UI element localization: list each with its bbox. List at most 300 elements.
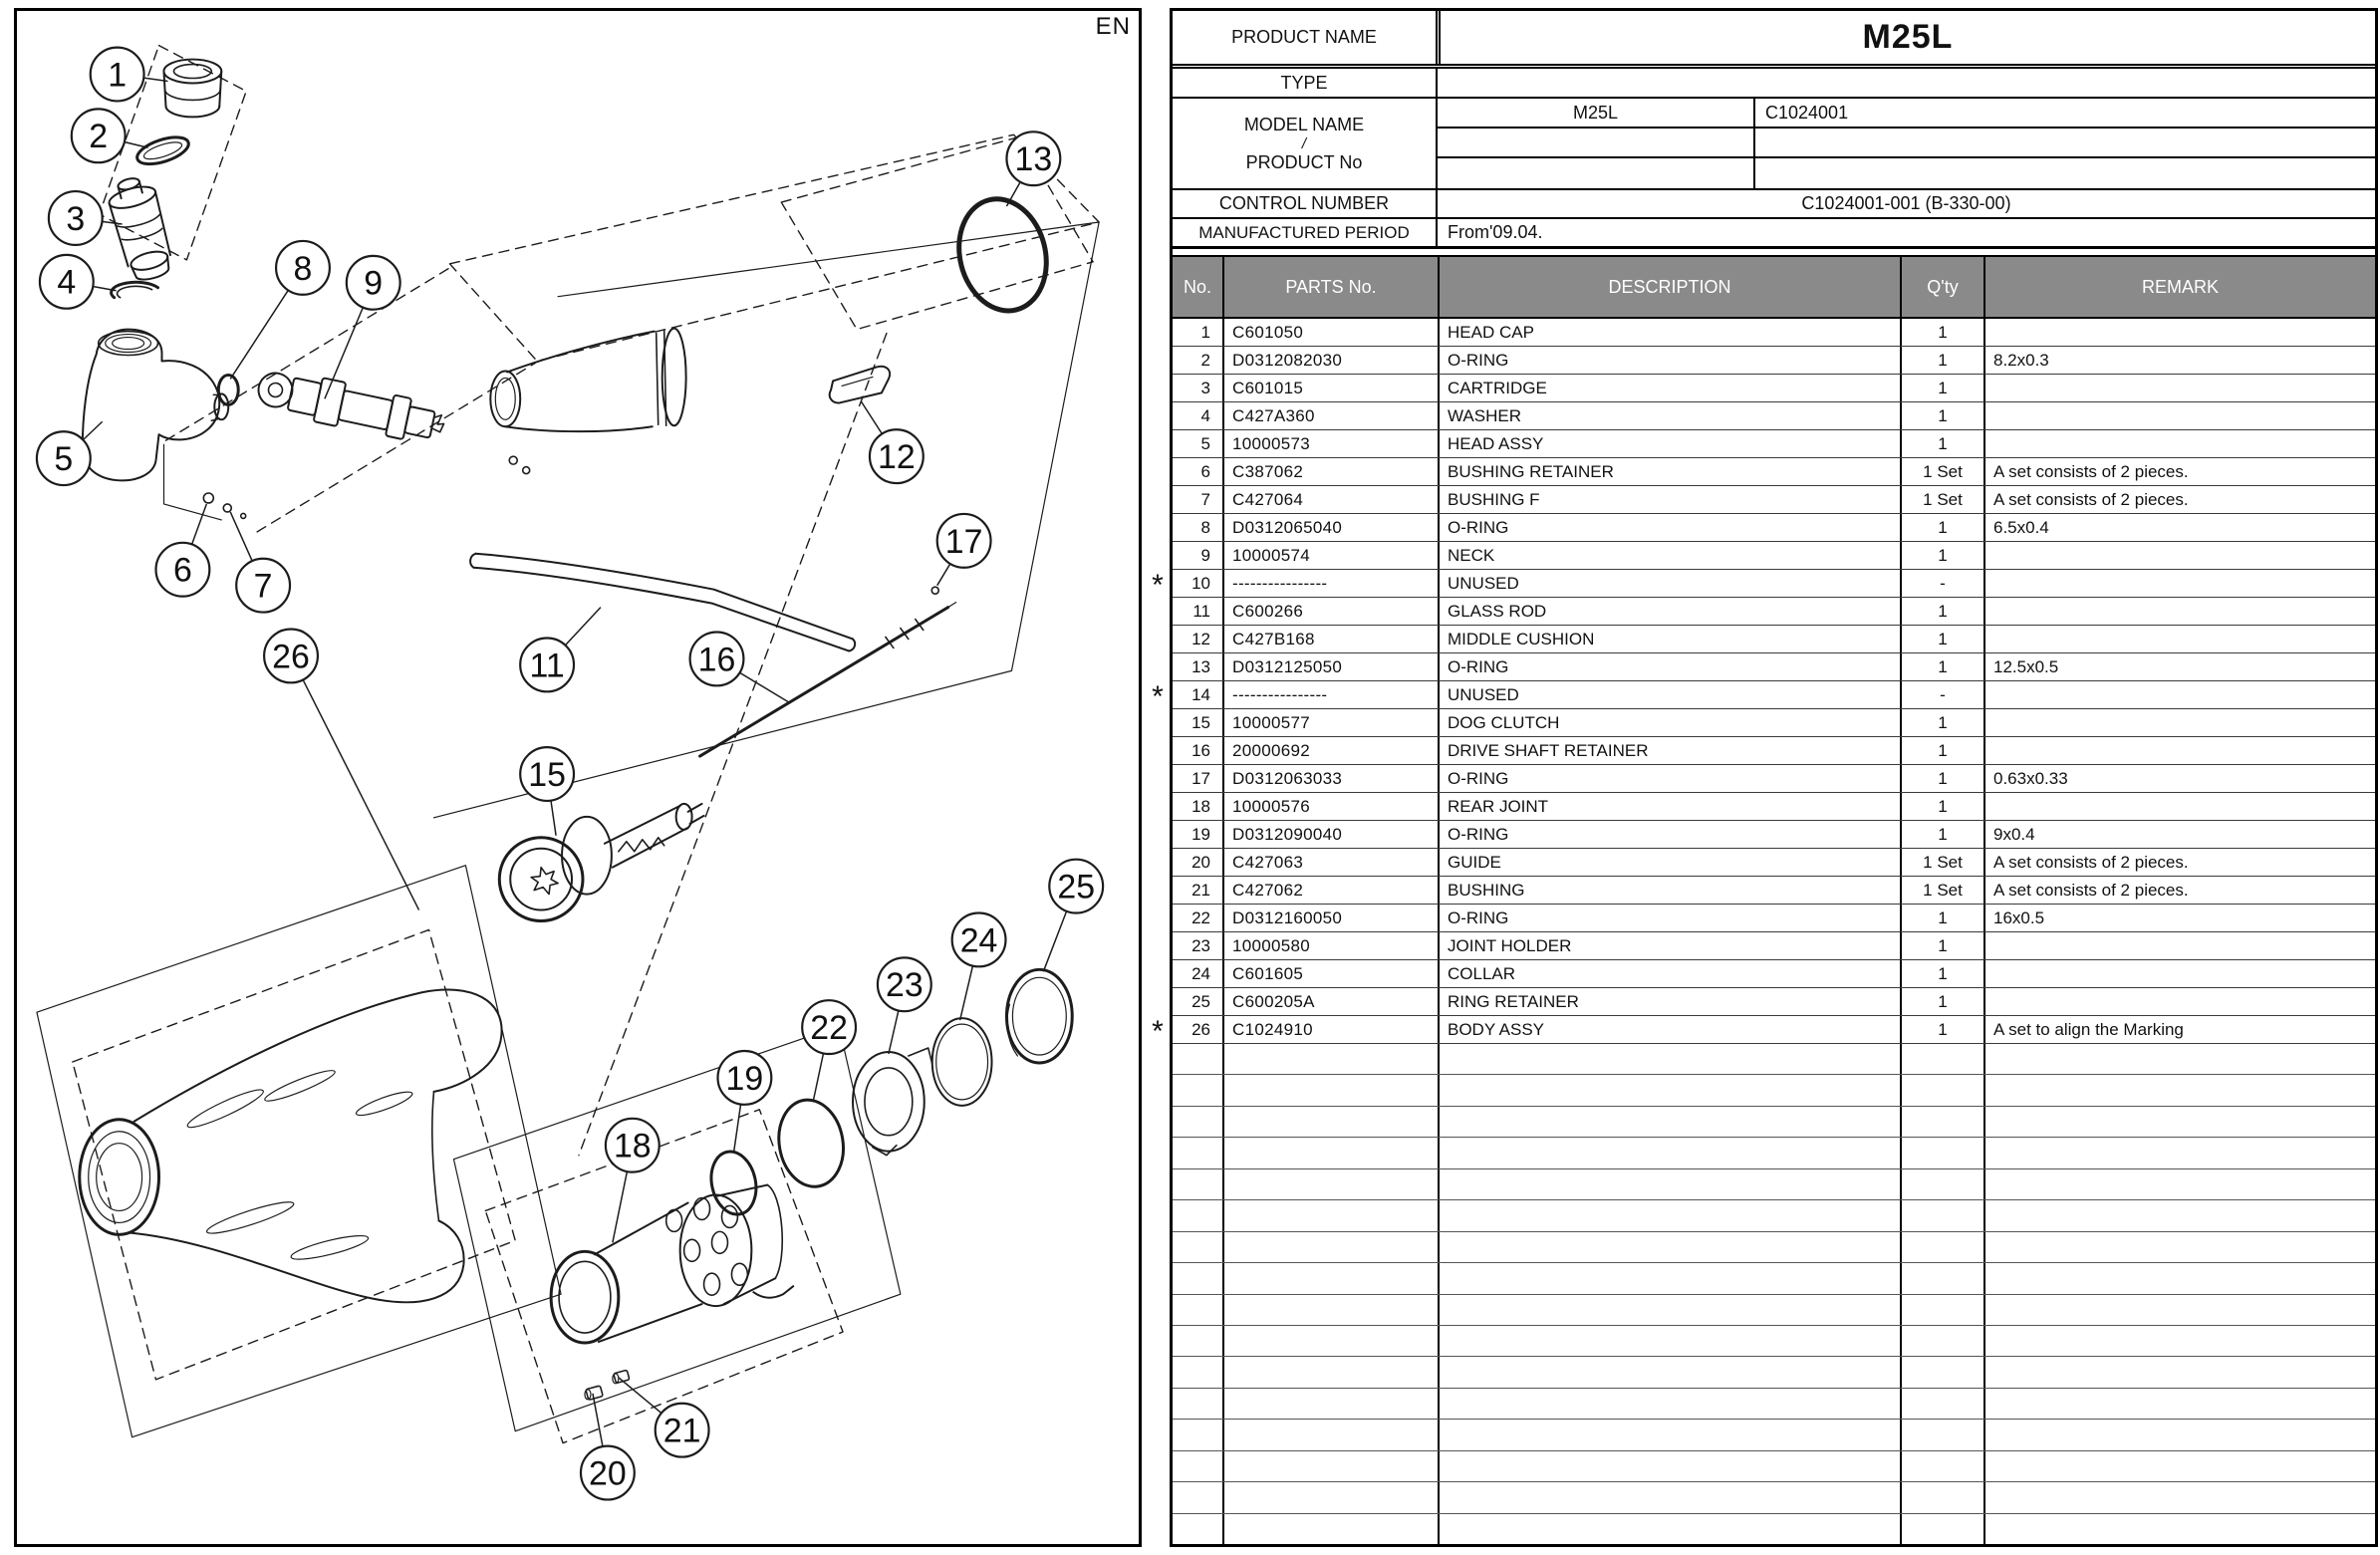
svg-text:23: 23 — [885, 966, 924, 1005]
callout-balloon-1 — [91, 48, 168, 102]
table-cell: A set consists of 2 pieces. — [1983, 486, 2375, 513]
table-cell: 1 — [1200, 322, 1210, 342]
empty-table-row — [1173, 1389, 2375, 1420]
empty-cell — [1173, 1326, 1222, 1356]
table-cell: 1 — [1900, 542, 1983, 569]
table-cell: 7 — [1200, 489, 1210, 509]
control-number-value: C1024001-001 (B-330-00) — [1436, 190, 2375, 217]
empty-table-row — [1173, 1357, 2375, 1388]
table-cell: 1 — [1900, 514, 1983, 541]
row-flag-asterisk: * — [1152, 1015, 1164, 1048]
row-flag-asterisk: * — [1152, 569, 1164, 602]
empty-cell — [1900, 1200, 1983, 1230]
table-row — [1173, 765, 2375, 793]
empty-table-row — [1173, 1514, 2375, 1544]
table-row — [1173, 626, 2375, 653]
svg-text:5: 5 — [54, 440, 74, 479]
table-cell: C600266 — [1222, 598, 1438, 625]
empty-cell — [1900, 1295, 1983, 1325]
part-rear-joint — [551, 1185, 793, 1343]
empty-cell — [1983, 1295, 2375, 1325]
callout-balloon-9 — [325, 256, 400, 398]
table-cell: A set consists of 2 pieces. — [1983, 849, 2375, 876]
svg-text:6: 6 — [172, 551, 192, 590]
table-cell: 1 Set — [1900, 486, 1983, 513]
model-name-value: M25L — [1436, 99, 1753, 129]
table-cell: C387062 — [1222, 458, 1438, 485]
part-oring-17 — [931, 587, 938, 594]
svg-text:12: 12 — [878, 438, 916, 477]
table-cell: 10000580 — [1222, 932, 1438, 959]
empty-table-row — [1173, 1075, 2375, 1106]
table-cell — [1983, 598, 2375, 625]
svg-text:26: 26 — [272, 638, 310, 676]
table-row — [1173, 375, 2375, 402]
svg-text:19: 19 — [725, 1059, 764, 1098]
empty-cell — [1222, 1107, 1438, 1137]
empty-cell — [1900, 1138, 1983, 1167]
callout-balloon-4 — [40, 255, 117, 309]
product-name-row — [1173, 11, 2375, 69]
table-cell — [1983, 570, 2375, 597]
table-cell: NECK — [1438, 542, 1900, 569]
table-cell: 1 Set — [1900, 877, 1983, 904]
callout-balloon-12 — [861, 400, 924, 483]
table-cell: HEAD CAP — [1438, 319, 1900, 346]
table-cell: C601050 — [1222, 319, 1438, 346]
table-row — [1173, 988, 2375, 1016]
table-cell: 10000577 — [1222, 709, 1438, 736]
table-cell: 1 — [1900, 960, 1983, 987]
table-cell: C600205A — [1222, 988, 1438, 1015]
part-neck-cover — [490, 329, 685, 474]
model-product-row — [1173, 99, 2375, 190]
table-empty-rows — [1173, 1044, 2375, 1544]
table-cell: D0312125050 — [1222, 653, 1438, 680]
table-cell: A set consists of 2 pieces. — [1983, 458, 2375, 485]
empty-table-row — [1173, 1200, 2375, 1231]
empty-cell — [1173, 1075, 1222, 1105]
table-cell: 10000576 — [1222, 793, 1438, 820]
table-cell: BUSHING — [1438, 877, 1900, 904]
table-cell: 19 — [1191, 824, 1210, 844]
part-joint-holder — [853, 1048, 932, 1156]
table-cell: 1 — [1900, 347, 1983, 374]
table-cell: C427A360 — [1222, 402, 1438, 429]
empty-cell — [1900, 1482, 1983, 1512]
table-cell: ---------------- — [1222, 681, 1438, 708]
svg-text:20: 20 — [589, 1454, 627, 1493]
table-cell: D0312082030 — [1222, 347, 1438, 374]
empty-cell — [1438, 1420, 1900, 1449]
table-cell: 6 — [1200, 461, 1210, 481]
table-row — [1173, 709, 2375, 737]
empty-cell — [1222, 1263, 1438, 1293]
svg-text:25: 25 — [1057, 868, 1096, 907]
type-row — [1173, 69, 2375, 99]
empty-cell — [1173, 1451, 1222, 1481]
empty-cell — [1438, 1482, 1900, 1512]
table-cell: 18 — [1191, 796, 1210, 816]
empty-cell — [1173, 1514, 1222, 1544]
table-cell: D0312090040 — [1222, 821, 1438, 848]
empty-cell — [1438, 1514, 1900, 1544]
table-cell: D0312065040 — [1222, 514, 1438, 541]
table-cell: 25 — [1191, 991, 1210, 1011]
table-cell: 1 — [1900, 319, 1983, 346]
table-cell: 1 — [1900, 653, 1983, 680]
svg-text:7: 7 — [253, 567, 273, 606]
table-cell: 15 — [1191, 712, 1210, 732]
manufactured-period-row — [1173, 219, 2375, 249]
empty-cell — [1900, 1357, 1983, 1387]
table-cell: O-RING — [1438, 653, 1900, 680]
manufactured-period-value: From'09.04. — [1436, 219, 2375, 246]
callout-balloon-13 — [1006, 131, 1060, 206]
table-cell: 11 — [1192, 601, 1210, 621]
table-cell: 8.2x0.3 — [1983, 347, 2375, 374]
model-name-empty — [1436, 158, 1753, 188]
table-cell: - — [1900, 570, 1983, 597]
empty-table-row — [1173, 1107, 2375, 1138]
empty-table-row — [1173, 1420, 2375, 1450]
empty-cell — [1222, 1482, 1438, 1512]
empty-table-row — [1173, 1263, 2375, 1294]
table-cell: C1024910 — [1222, 1016, 1438, 1043]
empty-cell — [1900, 1263, 1983, 1293]
table-cell: 9x0.4 — [1983, 821, 2375, 848]
table-cell: 12 — [1191, 629, 1210, 648]
type-label: TYPE — [1280, 72, 1328, 93]
empty-cell — [1983, 1107, 2375, 1137]
callout-balloon-23 — [878, 957, 931, 1054]
empty-cell — [1222, 1357, 1438, 1387]
empty-table-row — [1173, 1138, 2375, 1168]
model-name-empty — [1436, 129, 1753, 158]
empty-cell — [1173, 1389, 1222, 1419]
table-row — [1173, 653, 2375, 681]
table-cell: 10 — [1191, 573, 1210, 593]
table-cell: 26 — [1191, 1019, 1210, 1039]
table-cell: 9 — [1200, 545, 1210, 565]
callout-balloon-26 — [264, 630, 418, 910]
control-number-row — [1173, 190, 2375, 219]
empty-cell — [1438, 1295, 1900, 1325]
empty-cell — [1173, 1263, 1222, 1293]
table-cell — [1983, 402, 2375, 429]
table-cell: 1 — [1900, 1016, 1983, 1043]
empty-cell — [1438, 1326, 1900, 1356]
empty-cell — [1173, 1295, 1222, 1325]
table-cell — [1983, 626, 2375, 652]
empty-cell — [1438, 1075, 1900, 1105]
model-name-label: MODEL NAME — [1243, 114, 1365, 134]
column-no: No. — [1183, 276, 1211, 297]
table-cell: C427064 — [1222, 486, 1438, 513]
separator-slash: / — [1301, 134, 1307, 152]
table-cell — [1983, 960, 2375, 987]
table-cell — [1983, 932, 2375, 959]
table-column-header — [1173, 255, 2375, 319]
table-cell: C427062 — [1222, 877, 1438, 904]
callout-balloon-7 — [230, 512, 290, 613]
empty-table-row — [1173, 1169, 2375, 1200]
table-cell: O-RING — [1438, 347, 1900, 374]
empty-cell — [1900, 1389, 1983, 1419]
svg-text:24: 24 — [959, 921, 998, 960]
empty-cell — [1222, 1451, 1438, 1481]
part-middle-cushion — [830, 367, 890, 403]
model-product-label — [1173, 99, 1436, 188]
table-cell: C427063 — [1222, 849, 1438, 876]
table-cell: 23 — [1191, 935, 1210, 955]
table-cell — [1983, 709, 2375, 736]
manufactured-period-label: MANUFACTURED PERIOD — [1198, 222, 1410, 242]
product-name-label: PRODUCT NAME — [1231, 27, 1377, 47]
svg-text:15: 15 — [528, 755, 566, 794]
table-cell: C601605 — [1222, 960, 1438, 987]
table-cell: 1 — [1900, 988, 1983, 1015]
empty-cell — [1983, 1044, 2375, 1074]
table-cell — [1983, 375, 2375, 401]
part-head-cap — [163, 60, 221, 118]
svg-text:1: 1 — [108, 56, 128, 95]
callout-balloon-19 — [718, 1051, 772, 1154]
part-neck — [254, 366, 448, 448]
product-no-empty — [1753, 158, 2375, 188]
table-cell: WASHER — [1438, 402, 1900, 429]
table-cell: 1 — [1900, 430, 1983, 457]
table-row — [1173, 849, 2375, 877]
table-cell: 1 — [1900, 765, 1983, 792]
table-cell: 22 — [1191, 907, 1210, 927]
empty-cell — [1900, 1044, 1983, 1074]
callout-balloon-25 — [1043, 860, 1103, 972]
empty-cell — [1438, 1389, 1900, 1419]
part-oring-22 — [772, 1095, 850, 1191]
table-row — [1173, 430, 2375, 458]
table-cell: 1 — [1900, 932, 1983, 959]
table-cell: 1 — [1900, 821, 1983, 848]
leader-line — [291, 655, 419, 909]
empty-cell — [1900, 1075, 1983, 1105]
table-row — [1173, 347, 2375, 375]
empty-cell — [1173, 1169, 1222, 1199]
table-row — [1173, 793, 2375, 821]
table-cell: 1 — [1900, 709, 1983, 736]
exploded-parts-diagram — [17, 11, 1139, 1544]
empty-cell — [1900, 1451, 1983, 1481]
column-remark: REMARK — [1983, 257, 2375, 317]
callout-balloon-6 — [156, 504, 210, 597]
table-cell: CARTRIDGE — [1438, 375, 1900, 401]
part-washer — [112, 282, 158, 297]
table-cell: 1 — [1900, 905, 1983, 931]
table-cell: UNUSED — [1438, 681, 1900, 708]
product-no-empty — [1753, 129, 2375, 158]
svg-text:11: 11 — [529, 647, 565, 685]
svg-text:8: 8 — [293, 249, 313, 288]
table-cell — [1983, 793, 2375, 820]
table-cell: D0312063033 — [1222, 765, 1438, 792]
callout-balloon-8 — [230, 241, 330, 380]
type-value — [1436, 69, 2375, 97]
table-cell: 16x0.5 — [1983, 905, 2375, 931]
empty-cell — [1173, 1138, 1222, 1167]
table-row — [1173, 1016, 2375, 1044]
table-cell: A set consists of 2 pieces. — [1983, 877, 2375, 904]
empty-cell — [1222, 1232, 1438, 1262]
empty-cell — [1983, 1326, 2375, 1356]
table-row — [1173, 737, 2375, 765]
table-cell: 12.5x0.5 — [1983, 653, 2375, 680]
parts-table — [1170, 8, 2378, 1547]
part-ring-retainer — [1006, 969, 1072, 1063]
table-row — [1173, 542, 2375, 570]
callout-balloon-22 — [802, 1000, 856, 1102]
table-cell: 21 — [1191, 880, 1210, 900]
table-cell — [1983, 681, 2375, 708]
table-row — [1173, 514, 2375, 542]
table-row — [1173, 458, 2375, 486]
svg-text:13: 13 — [1014, 140, 1053, 179]
empty-cell — [1222, 1420, 1438, 1449]
empty-cell — [1983, 1451, 2375, 1481]
empty-cell — [1222, 1075, 1438, 1105]
table-cell: UNUSED — [1438, 570, 1900, 597]
row-flag-asterisk: * — [1152, 680, 1164, 713]
callout-balloon-11 — [520, 608, 601, 692]
parts-list-panel — [1148, 8, 2378, 1547]
column-parts-no: PARTS No. — [1222, 257, 1438, 317]
part-drive-shaft-retainer — [697, 603, 956, 756]
table-cell: DRIVE SHAFT RETAINER — [1438, 737, 1900, 764]
table-row — [1173, 905, 2375, 932]
table-cell — [1983, 542, 2375, 569]
table-cell: 16 — [1191, 740, 1210, 760]
table-cell: MIDDLE CUSHION — [1438, 626, 1900, 652]
table-cell: 1 Set — [1900, 458, 1983, 485]
empty-cell — [1983, 1514, 2375, 1544]
table-cell — [1983, 430, 2375, 457]
empty-cell — [1900, 1420, 1983, 1449]
empty-cell — [1173, 1232, 1222, 1262]
table-cell: ---------------- — [1222, 570, 1438, 597]
table-cell: O-RING — [1438, 821, 1900, 848]
empty-cell — [1222, 1514, 1438, 1544]
empty-cell — [1438, 1107, 1900, 1137]
table-cell — [1983, 737, 2375, 764]
empty-cell — [1983, 1200, 2375, 1230]
product-name-value: M25L — [1436, 11, 2375, 64]
table-cell — [1983, 988, 2375, 1015]
empty-cell — [1900, 1232, 1983, 1262]
table-row — [1173, 402, 2375, 430]
empty-cell — [1983, 1169, 2375, 1199]
empty-cell — [1983, 1420, 2375, 1449]
table-cell: 13 — [1191, 656, 1210, 676]
svg-text:4: 4 — [57, 263, 77, 302]
empty-cell — [1983, 1263, 2375, 1293]
table-rows — [1173, 319, 2375, 1044]
table-cell: 1 — [1900, 402, 1983, 429]
construction-lines — [37, 46, 1099, 1443]
svg-text:18: 18 — [613, 1127, 652, 1166]
table-cell: BUSHING RETAINER — [1438, 458, 1900, 485]
table-row — [1173, 598, 2375, 626]
empty-cell — [1173, 1200, 1222, 1230]
table-row — [1173, 486, 2375, 514]
svg-text:22: 22 — [810, 1009, 848, 1048]
table-cell: 5 — [1200, 433, 1210, 453]
language-label: EN — [1095, 13, 1131, 40]
table-row — [1173, 960, 2375, 988]
empty-table-row — [1173, 1451, 2375, 1482]
empty-table-row — [1173, 1044, 2375, 1075]
table-cell: REAR JOINT — [1438, 793, 1900, 820]
table-cell: DOG CLUTCH — [1438, 709, 1900, 736]
empty-cell — [1983, 1075, 2375, 1105]
callout-balloons — [37, 48, 1103, 1500]
callout-balloon-5 — [37, 421, 103, 485]
table-cell: COLLAR — [1438, 960, 1900, 987]
table-row — [1173, 570, 2375, 598]
part-bushing-pin — [613, 1370, 630, 1384]
svg-text:9: 9 — [364, 264, 384, 303]
empty-table-row — [1173, 1326, 2375, 1357]
empty-cell — [1983, 1138, 2375, 1167]
table-cell: 10000573 — [1222, 430, 1438, 457]
empty-cell — [1438, 1138, 1900, 1167]
empty-cell — [1222, 1295, 1438, 1325]
svg-text:21: 21 — [662, 1412, 701, 1450]
table-cell: HEAD ASSY — [1438, 430, 1900, 457]
table-cell: 1 — [1900, 375, 1983, 401]
empty-cell — [1173, 1107, 1222, 1137]
table-cell: O-RING — [1438, 765, 1900, 792]
svg-text:2: 2 — [89, 118, 109, 156]
product-no-label: PRODUCT No — [1245, 151, 1363, 172]
callout-balloon-16 — [690, 633, 790, 703]
callout-balloon-15 — [520, 747, 574, 836]
table-cell: 3 — [1200, 378, 1210, 397]
empty-cell — [1173, 1044, 1222, 1074]
table-cell: 2 — [1200, 350, 1210, 370]
empty-cell — [1222, 1389, 1438, 1419]
table-cell — [1983, 319, 2375, 346]
table-row — [1173, 681, 2375, 709]
part-oring-2 — [134, 131, 192, 168]
part-collar — [932, 1018, 992, 1106]
table-row — [1173, 877, 2375, 905]
empty-cell — [1900, 1326, 1983, 1356]
product-no-value: C1024001 — [1753, 99, 2375, 129]
table-cell: 4 — [1200, 405, 1210, 425]
table-cell: A set to align the Marking — [1983, 1016, 2375, 1043]
svg-text:3: 3 — [66, 199, 86, 238]
empty-cell — [1900, 1169, 1983, 1199]
callout-balloon-20 — [581, 1394, 635, 1500]
part-oring-13 — [947, 189, 1058, 320]
table-row — [1173, 821, 2375, 849]
callout-balloon-21 — [619, 1378, 709, 1457]
table-cell: C427B168 — [1222, 626, 1438, 652]
empty-cell — [1438, 1357, 1900, 1387]
table-cell: 20 — [1191, 852, 1210, 872]
empty-cell — [1983, 1482, 2375, 1512]
empty-cell — [1222, 1138, 1438, 1167]
table-cell: 14 — [1191, 684, 1210, 704]
